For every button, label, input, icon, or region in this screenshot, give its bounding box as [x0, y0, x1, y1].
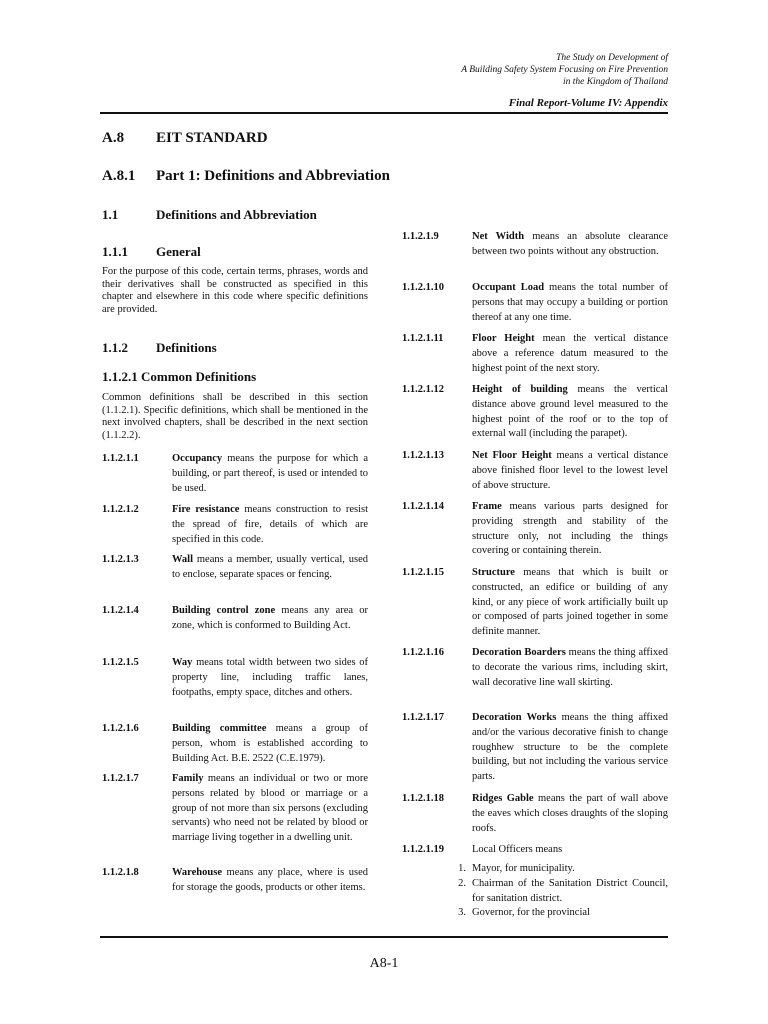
definition-term: Decoration Works [472, 712, 557, 723]
definition-term: Height of building [472, 384, 568, 395]
definition-number: 1.1.2.1.12 [402, 384, 444, 395]
heading-1-1-title: Definitions and Abbreviation [156, 207, 317, 222]
list-item-text: Governor, for the provincial [472, 907, 590, 919]
definition-number: 1.1.2.1.13 [402, 450, 444, 461]
heading-1-1-1 [102, 244, 201, 260]
definition-body [472, 500, 668, 559]
definition-1-1-2-1-5 [102, 656, 368, 700]
list-item [402, 862, 668, 877]
definition-number: 1.1.2.1.8 [102, 867, 139, 878]
header-study-line-2: A Building Safety System Focusing on Fire Prevention [461, 65, 668, 75]
definition-text: means the thing affixed to decorate the various rims, including skirt, wall decorative line wall skirting. [472, 647, 668, 688]
definition-text: Local Officers means [472, 844, 563, 855]
definition-number: 1.1.2.1.10 [402, 282, 444, 293]
definition-text: means the purpose for which a building, or part thereof, is used or intended to be used. [172, 453, 368, 494]
definition-body [172, 604, 368, 634]
definition-body [172, 656, 368, 700]
definition-text: means that which is built or constructed, an edifice or building of any kind, or any piece of work artificially built up or composed of parts joined together in some definite manner. [472, 567, 668, 638]
definition-term: Ridges Gable [472, 793, 534, 804]
definition-body [472, 332, 668, 376]
page-number: A8-1 [369, 956, 399, 971]
definition-body [472, 281, 668, 325]
definition-1-1-2-1-2 [102, 503, 368, 547]
heading-a81-number: A.8.1 [102, 168, 136, 184]
definition-1-1-2-1-19 [402, 843, 668, 858]
definition-1-1-2-1-12 [402, 383, 668, 442]
heading-1-1-2-number: 1.1.2 [102, 340, 128, 355]
definition-number: 1.1.2.1.6 [102, 723, 139, 734]
definition-1-1-2-1-18 [402, 792, 668, 836]
definition-number: 1.1.2.1.18 [402, 793, 444, 804]
definition-number: 1.1.2.1.1 [102, 453, 139, 464]
list-item [402, 877, 668, 907]
definition-text: mean the vertical distance above a reference datum measured to the highest point of the next story. [472, 333, 668, 374]
definition-number: 1.1.2.1.15 [402, 567, 444, 578]
definition-body [172, 772, 368, 846]
heading-1-1-number: 1.1 [102, 207, 119, 222]
definition-1-1-2-1-10 [402, 281, 668, 325]
definition-1-1-2-1-17 [402, 711, 668, 785]
list-item-number: 2. [458, 877, 466, 889]
definition-term: Family [172, 773, 204, 784]
definition-body [472, 566, 668, 640]
definition-number: 1.1.2.1.11 [402, 333, 444, 344]
definition-term: Fire resistance [172, 504, 240, 515]
definition-number: 1.1.2.1.4 [102, 605, 139, 616]
definition-term: Occupancy [172, 453, 223, 464]
definition-body [472, 843, 668, 858]
heading-1-1 [102, 207, 317, 223]
definition-term: Net Width [472, 231, 525, 242]
definition-text: means an individual or two or more persons related by blood or marriage or a group of not more than six persons (excluding servants) who need not be related by blood or marriage living together in a dwelling unit. [172, 773, 368, 844]
definition-1-1-2-1-15 [402, 566, 668, 640]
definition-text: means various parts designed for providing strength and stability of the structure only, not including the things covering or containing therein. [472, 501, 668, 557]
heading-a8-number: A.8 [102, 130, 125, 146]
definition-1-1-2-1-8 [102, 866, 368, 896]
definition-text: means an absolute clearance between two points without any obstruction. [472, 231, 668, 257]
definition-body [172, 866, 368, 896]
definition-body [472, 449, 668, 493]
heading-a81 [102, 168, 390, 185]
definition-number: 1.1.2.1.19 [402, 844, 444, 855]
definition-1-1-2-1-7 [102, 772, 368, 846]
heading-a81-title: Part 1: Definitions and Abbreviation [156, 168, 390, 184]
definition-text: means a vertical distance above finished floor level to the lowest level of above structure. [472, 450, 668, 491]
definition-1-1-2-1-1 [102, 452, 368, 496]
definition-number: 1.1.2.1.7 [102, 773, 139, 784]
definition-text: means any area or zone, which is conformed to Building Act. [172, 605, 368, 631]
definition-term: Wall [172, 554, 194, 565]
definition-body [172, 553, 368, 583]
definition-term: Building committee [172, 723, 267, 734]
definition-body [172, 452, 368, 496]
definition-1-1-2-1-13 [402, 449, 668, 493]
definition-text: means the part of wall above the eaves which closes draughts of the sloping roofs. [472, 793, 668, 834]
definition-1-1-2-1-11 [402, 332, 668, 376]
definition-body [172, 722, 368, 766]
definition-body [472, 383, 668, 442]
definition-text: means a group of person, whom is established according to Building Act. B.E. 2522 (C.E.1979). [172, 723, 368, 764]
definition-1-1-2-1-4 [102, 604, 368, 634]
list-item-text: Mayor, for municipality. [472, 863, 575, 874]
list-item-number: 1. [458, 863, 466, 874]
definition-number: 1.1.2.1.17 [402, 712, 444, 723]
list-item-text: Chairman of the Sanitation District Council, for sanitation district. [472, 877, 668, 904]
definition-number: 1.1.2.1.2 [102, 504, 139, 515]
footer-rule [100, 936, 668, 938]
definition-term: Building control zone [172, 605, 276, 616]
definition-text: means the total number of persons that may occupy a building or portion thereof at any one time. [472, 282, 668, 323]
definition-term: Way [172, 657, 193, 668]
definition-1-1-2-1-16 [402, 646, 668, 690]
definition-body [172, 503, 368, 547]
common-definitions-paragraph: Common definitions shall be described in this section (1.1.2.1). Specific definitions, which shall be mentioned in the next involved chapters, shall be described in the next section (1.1.2.2). [102, 392, 368, 442]
definition-1-1-2-1-14 [402, 500, 668, 559]
heading-a8 [102, 130, 268, 147]
header-study-line-1: The Study on Development of [556, 53, 668, 63]
heading-1-1-2 [102, 340, 217, 356]
definition-body [472, 792, 668, 836]
header-rule [100, 112, 668, 114]
definition-term: Frame [472, 501, 502, 512]
local-officers-list [402, 862, 668, 921]
definition-number: 1.1.2.1.16 [402, 647, 444, 658]
header-study-line-3: in the Kingdom of Thailand [562, 77, 668, 87]
definition-text: means a member, usually vertical, used to enclose, separate spaces or fencing. [172, 554, 368, 580]
definition-1-1-2-1-6 [102, 722, 368, 766]
definition-body [472, 646, 668, 690]
definition-1-1-2-1-9 [402, 230, 668, 260]
definition-body [472, 711, 668, 785]
definition-text: means construction to resist the spread of fire, details of which are specified in this code. [172, 504, 369, 545]
document-header [461, 52, 668, 88]
heading-a8-title: EIT STANDARD [156, 130, 268, 146]
definition-term: Decoration Boarders [472, 647, 566, 658]
definition-body [472, 230, 668, 260]
heading-1-1-1-title: General [156, 244, 201, 259]
definition-term: Occupant Load [472, 282, 545, 293]
definition-term: Warehouse [172, 867, 222, 878]
heading-1-1-2-title: Definitions [156, 340, 217, 355]
list-item-number: 3. [458, 907, 466, 919]
heading-1-1-2-1-title: 1.1.2.1 Common Definitions [102, 369, 257, 384]
definition-text: means total width between two sides of property line, including traffic lanes, footpaths, empty space, ditches and others. [172, 657, 368, 698]
heading-1-1-1-number: 1.1.1 [102, 244, 128, 259]
definition-text: means the vertical distance above ground level measured to the highest point of the roof or to the top of external wall (including the parapet). [472, 384, 668, 440]
definition-number: 1.1.2.1.3 [102, 554, 139, 565]
definition-term: Net Floor Height [472, 450, 552, 461]
header-report-title: Final Report-Volume IV: Appendix [508, 97, 668, 109]
definition-number: 1.1.2.1.14 [402, 501, 444, 512]
definition-term: Floor Height [472, 333, 535, 344]
definition-1-1-2-1-3 [102, 553, 368, 583]
definition-text: means any place, where is used for storage the goods, products or other items. [172, 867, 368, 893]
definition-number: 1.1.2.1.9 [402, 231, 439, 242]
definition-text: means the thing affixed and/or the various decorative finish to change roughhew structure to be the complete building, but not including the various service parts. [472, 712, 668, 783]
definition-number: 1.1.2.1.5 [102, 657, 139, 668]
list-item [402, 906, 668, 921]
heading-1-1-2-1 [102, 369, 256, 385]
definition-term: Structure [472, 567, 515, 578]
general-paragraph: For the purpose of this code, certain terms, phrases, words and their derivatives shall be constructed as specified in this chapter and elsewhere in this code where specific definitions are provided. [102, 266, 368, 316]
